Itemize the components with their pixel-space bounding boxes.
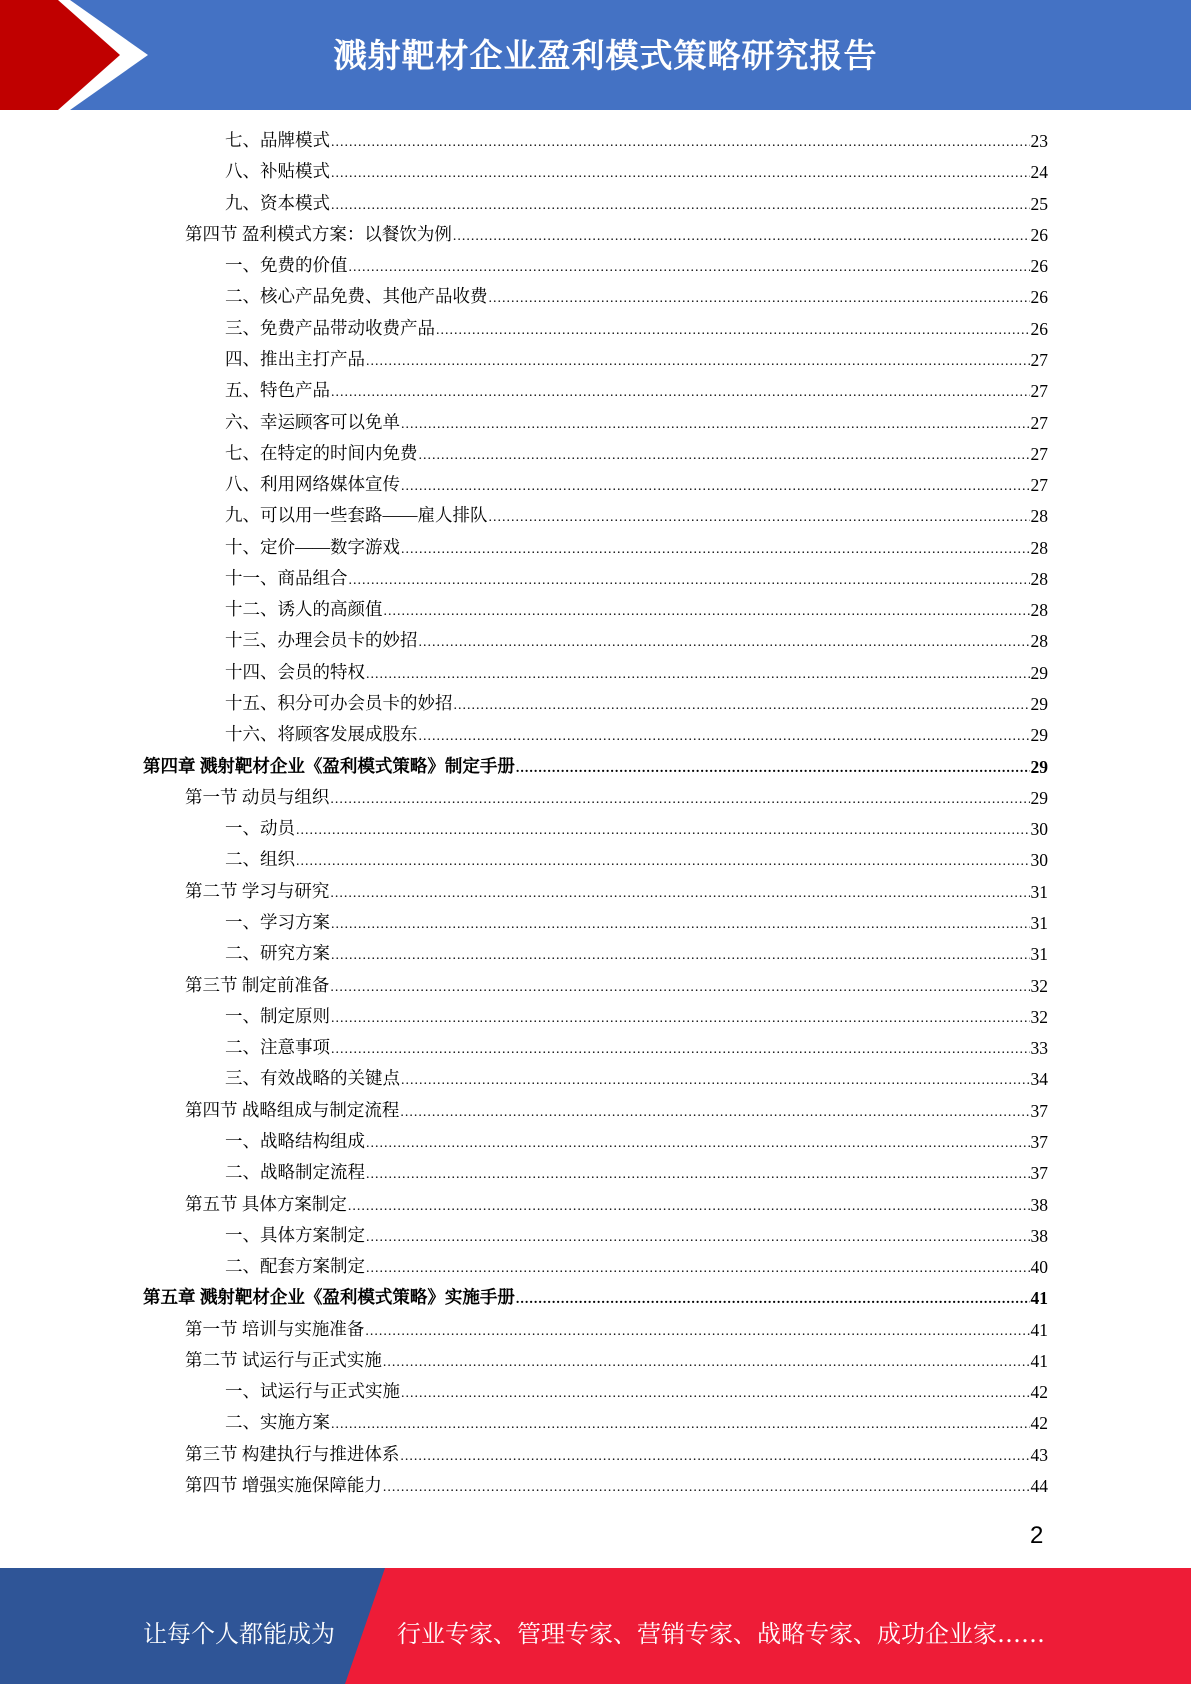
toc-entry[interactable] (185, 1348, 1048, 1372)
dot-leader (384, 603, 1030, 621)
dot-leader (330, 885, 1029, 903)
toc-entry[interactable] (225, 316, 1048, 340)
dot-leader (400, 1448, 1029, 1466)
dot-leader (365, 1323, 1029, 1341)
toc-entry-page: 30 (1030, 850, 1048, 871)
toc-entry-page: 31 (1030, 913, 1048, 933)
toc-entry-page: 27 (1030, 349, 1048, 370)
toc-entry-title: 第五章 溅射靶材企业《盈利模式策略》实施手册 (143, 1287, 515, 1308)
toc-entry-page: 27 (1030, 475, 1048, 496)
toc-entry-title: 一、具体方案制定 (225, 1224, 365, 1245)
toc-entry-title: 第四节 战略组成与制定流程 (185, 1099, 400, 1120)
toc-entry[interactable] (225, 1066, 1048, 1090)
toc-entry-page: 27 (1030, 381, 1048, 402)
toc-entry-title: 六、幸运顾客可以免单 (225, 411, 400, 432)
toc-entry[interactable] (185, 222, 1048, 246)
toc-entry[interactable] (225, 347, 1048, 371)
toc-entry[interactable] (225, 253, 1048, 277)
toc-entry-title: 一、动员 (225, 818, 295, 839)
toc-entry-title: 第三节 构建执行与推进体系 (185, 1443, 400, 1464)
toc-entry-title: 第一节 培训与实施准备 (185, 1318, 365, 1339)
toc-entry-title: 二、研究方案 (225, 943, 330, 964)
toc-entry-page: 26 (1030, 318, 1048, 339)
dot-leader (366, 353, 1030, 371)
toc-entry[interactable] (143, 1285, 1048, 1309)
dot-leader (366, 666, 1030, 684)
dot-leader (331, 134, 1030, 152)
toc-entry-page: 24 (1030, 162, 1048, 183)
toc-entry-page: 30 (1030, 819, 1048, 840)
dot-leader (419, 634, 1030, 652)
dot-leader (331, 197, 1030, 215)
toc-entry-title: 第一节 动员与组织 (185, 786, 330, 807)
toc-entry[interactable] (225, 566, 1048, 590)
toc-entry-title: 第四节 盈利模式方案：以餐饮为例 (185, 223, 452, 244)
toc-entry-title: 第三节 制定前准备 (185, 974, 330, 995)
toc-entry[interactable] (225, 378, 1048, 402)
toc-entry-title: 一、学习方案 (225, 912, 330, 932)
toc-entry[interactable] (225, 128, 1048, 152)
toc-entry[interactable] (185, 1442, 1048, 1466)
dot-leader (366, 1229, 1030, 1247)
toc-entry-title: 二、注意事项 (225, 1037, 330, 1058)
toc-entry-page: 27 (1030, 443, 1048, 464)
toc-entry[interactable] (225, 597, 1048, 621)
dot-leader (436, 322, 1030, 340)
toc-entry[interactable] (225, 628, 1048, 652)
dot-leader (366, 1135, 1030, 1153)
toc-entry[interactable] (225, 1410, 1048, 1434)
toc-entry-page: 37 (1030, 1100, 1048, 1121)
toc-entry-title: 一、试运行与正式实施 (225, 1381, 400, 1402)
toc-entry-title: 第五节 具体方案制定 (185, 1193, 347, 1214)
toc-entry[interactable] (225, 660, 1048, 684)
toc-entry-page: 26 (1030, 287, 1048, 308)
toc-entry-title: 一、战略结构组成 (225, 1130, 365, 1151)
toc-entry[interactable] (185, 1473, 1048, 1497)
toc-entry-title: 二、核心产品免费、其他产品收费 (225, 286, 488, 307)
toc-entry[interactable] (225, 1004, 1048, 1028)
toc-entry-title: 十三、办理会员卡的妙招 (225, 630, 418, 651)
dot-leader (401, 541, 1030, 559)
toc-entry-title: 十六、将顾客发展成股东 (225, 724, 418, 745)
toc-entry-page: 40 (1030, 1257, 1048, 1278)
toc-entry-page: 29 (1030, 694, 1048, 715)
toc-entry-page: 41 (1030, 1350, 1048, 1371)
dot-leader (331, 1416, 1030, 1434)
toc-entry-title: 十一、商品组合 (225, 567, 348, 588)
toc-entry-page: 29 (1030, 725, 1048, 746)
toc-entry-title: 第四节 增强实施保障能力 (185, 1475, 382, 1496)
dot-leader (366, 1260, 1030, 1278)
dot-leader (296, 822, 1030, 840)
report-title: 溅射靶材企业盈利模式策略研究报告 (333, 36, 878, 75)
toc-entry-title: 十五、积分可办会员卡的妙招 (225, 693, 453, 714)
toc-entry-page: 41 (1030, 1288, 1048, 1309)
dot-leader (419, 447, 1030, 465)
dot-leader (330, 791, 1029, 809)
toc-entry[interactable] (185, 1192, 1048, 1216)
dot-leader (348, 1198, 1030, 1216)
toc-entry-title: 十、定价——数字游戏 (225, 536, 400, 557)
toc-entry-page: 23 (1030, 131, 1048, 151)
toc-entry-page: 38 (1030, 1225, 1048, 1246)
toc-entry[interactable] (225, 691, 1048, 715)
dot-leader (331, 384, 1030, 402)
toc-entry[interactable] (185, 785, 1048, 809)
toc-entry-page: 28 (1030, 568, 1048, 589)
dot-leader (349, 259, 1030, 277)
dot-leader (454, 697, 1030, 715)
dot-leader (400, 1104, 1029, 1122)
toc-entry-page: 44 (1030, 1476, 1048, 1497)
toc-entry-page: 34 (1030, 1069, 1048, 1090)
toc-entry-page: 26 (1030, 224, 1048, 245)
toc-entry[interactable] (225, 1129, 1048, 1153)
toc-entry-page: 28 (1030, 631, 1048, 652)
toc-entry-title: 第四章 溅射靶材企业《盈利模式策略》制定手册 (143, 755, 515, 776)
toc-entry-title: 二、组织 (225, 849, 295, 870)
toc-entry-title: 二、配套方案制定 (225, 1256, 365, 1277)
toc-entry-page: 31 (1030, 881, 1048, 902)
toc-entry-page: 32 (1030, 1006, 1048, 1027)
toc-entry-title: 七、品牌模式 (225, 130, 330, 150)
toc-entry-title: 三、免费产品带动收费产品 (225, 317, 435, 338)
toc-entry-page: 41 (1030, 1319, 1048, 1340)
toc-entry-title: 第二节 学习与研究 (185, 880, 330, 901)
toc-entry[interactable] (225, 1379, 1048, 1403)
dot-leader (331, 1041, 1030, 1059)
footer-slogan-left: 让每个人都能成为 (143, 1620, 335, 1648)
toc-entry[interactable] (225, 472, 1048, 496)
toc-entry-page: 33 (1030, 1038, 1048, 1059)
dot-leader (349, 572, 1030, 590)
toc-entry[interactable] (225, 941, 1048, 965)
toc-entry-page: 38 (1030, 1194, 1048, 1215)
dot-leader (489, 290, 1030, 308)
dot-leader (366, 1166, 1030, 1184)
toc-entry[interactable] (225, 503, 1048, 527)
dot-leader (401, 1072, 1030, 1090)
toc-entry[interactable] (185, 879, 1048, 903)
toc-entry[interactable] (225, 535, 1048, 559)
dot-leader (516, 1291, 1030, 1309)
dot-leader (383, 1479, 1030, 1497)
footer-slogan-right: 行业专家、管理专家、营销专家、战略专家、成功企业家…… (397, 1620, 1045, 1648)
page-number: 2 (1030, 1522, 1044, 1549)
toc-entry-title: 一、免费的价值 (225, 255, 348, 276)
toc-entry[interactable] (143, 754, 1048, 778)
toc-entry-page: 28 (1030, 506, 1048, 527)
dot-leader (401, 478, 1030, 496)
dot-leader (383, 1354, 1030, 1372)
dot-leader (331, 916, 1030, 934)
toc-entry-page: 28 (1030, 600, 1048, 621)
dot-leader (401, 1385, 1030, 1403)
dot-leader (489, 509, 1030, 527)
toc-entry-title: 十二、诱人的高颜值 (225, 599, 383, 620)
toc-entry[interactable] (225, 441, 1048, 465)
toc-entry-title: 二、战略制定流程 (225, 1162, 365, 1183)
toc-entry-title: 八、补贴模式 (225, 161, 330, 182)
dot-leader (516, 760, 1030, 778)
toc-entry[interactable] (225, 910, 1048, 934)
toc-entry-page: 25 (1030, 193, 1048, 214)
toc-entry[interactable] (185, 1317, 1048, 1341)
toc-entry[interactable] (225, 1035, 1048, 1059)
toc-entry-page: 37 (1030, 1131, 1048, 1152)
toc-entry[interactable] (225, 191, 1048, 215)
toc-entry[interactable] (225, 722, 1048, 746)
toc-entry-title: 三、有效战略的关键点 (225, 1068, 400, 1089)
toc-entry-page: 28 (1030, 537, 1048, 558)
toc-entry-page: 37 (1030, 1163, 1048, 1184)
toc-entry[interactable] (225, 159, 1048, 183)
toc-entry-title: 八、利用网络媒体宣传 (225, 474, 400, 495)
dot-leader (453, 228, 1030, 246)
page-footer (0, 1568, 1191, 1684)
toc-entry[interactable] (185, 973, 1048, 997)
dot-leader (331, 165, 1030, 183)
toc-entry-page: 43 (1030, 1444, 1048, 1465)
toc-entry-page: 27 (1030, 412, 1048, 433)
toc-entry-title: 第二节 试运行与正式实施 (185, 1349, 382, 1370)
toc-entry-title: 七、在特定的时间内免费 (225, 442, 418, 463)
toc-entry-page: 31 (1030, 944, 1048, 965)
toc-entry-title: 一、制定原则 (225, 1005, 330, 1026)
dot-leader (331, 1010, 1030, 1028)
toc-entry-title: 四、推出主打产品 (225, 348, 365, 369)
toc-entry[interactable] (225, 1160, 1048, 1184)
dot-leader (419, 728, 1030, 746)
page-header (0, 0, 1191, 110)
toc-entry[interactable] (225, 1254, 1048, 1278)
toc-entry-title: 五、特色产品 (225, 380, 330, 401)
toc-entry-title: 二、实施方案 (225, 1412, 330, 1433)
toc-entry[interactable] (225, 816, 1048, 840)
toc-entry[interactable] (225, 847, 1048, 871)
dot-leader (330, 979, 1029, 997)
toc-entry[interactable] (225, 1223, 1048, 1247)
dot-leader (331, 947, 1030, 965)
toc-entry-page: 29 (1030, 756, 1048, 777)
toc-entry-page: 42 (1030, 1382, 1048, 1403)
toc-entry-page: 32 (1030, 975, 1048, 996)
toc-entry-title: 九、资本模式 (225, 192, 330, 213)
toc-entry-page: 29 (1030, 662, 1048, 683)
toc-entry-title: 十四、会员的特权 (225, 661, 365, 682)
toc-entry[interactable] (225, 284, 1048, 308)
toc-entry-page: 29 (1030, 787, 1048, 808)
toc-entry[interactable] (185, 1098, 1048, 1122)
toc-entry-page: 26 (1030, 256, 1048, 277)
toc-entry-page: 42 (1030, 1413, 1048, 1434)
dot-leader (401, 416, 1030, 434)
toc-entry[interactable] (225, 410, 1048, 434)
toc-entry-title: 九、可以用一些套路——雇人排队 (225, 505, 488, 526)
dot-leader (296, 853, 1030, 871)
